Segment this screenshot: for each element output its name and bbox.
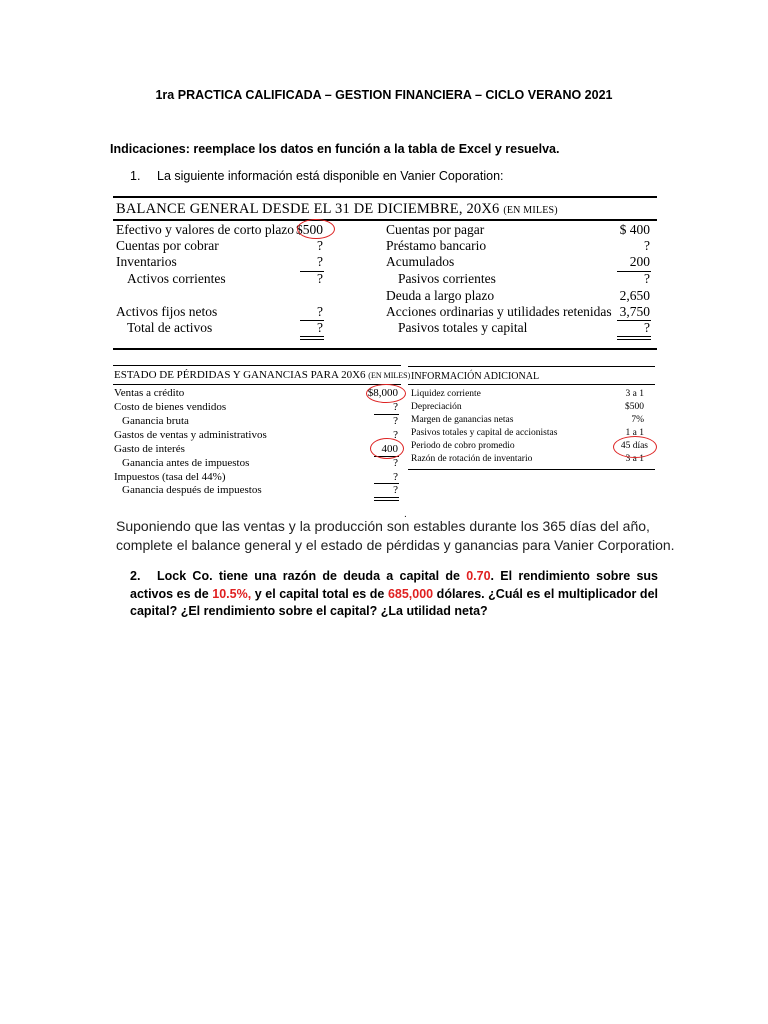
bs-asset-label: Cuentas por cobrar bbox=[116, 238, 219, 253]
ad-value: 45 días bbox=[620, 441, 648, 451]
ad-value: 1 a 1 bbox=[625, 428, 644, 438]
roa-value: 10.5%, bbox=[212, 586, 252, 601]
is-value: ? bbox=[393, 484, 398, 496]
is-value: $8,000 bbox=[367, 387, 398, 399]
question-2-text: Lock Co. tiene una razón de deuda a capital de bbox=[157, 569, 467, 583]
page-title: 1ra PRACTICA CALIFICADA – GESTION FINANCIERA – CICLO VERANO 2021 bbox=[155, 88, 613, 102]
bs-asset-value: $500 bbox=[296, 222, 323, 237]
bs-liability-label: Pasivos totales y capital bbox=[398, 320, 528, 335]
bs-liability-label: Deuda a largo plazo bbox=[386, 288, 495, 303]
highlight-circle bbox=[613, 436, 657, 458]
bs-liability-label: Acumulados bbox=[386, 254, 455, 269]
question-2-text: . El rendimiento sobre sus activos es de bbox=[130, 569, 658, 601]
instructions-note: Suponiendo que las ventas y la producción son estables durante los 365 días del año, complete el balance general y el estado de pérdidas y ganancias para Vanier Corporation. bbox=[116, 518, 675, 553]
bs-asset-value: ? bbox=[317, 238, 323, 253]
bs-liability-value: 3,750 bbox=[619, 304, 650, 319]
ad-value: 3 a 1 bbox=[625, 389, 644, 399]
highlight-circle bbox=[366, 384, 406, 403]
is-label: Gasto de interés bbox=[114, 443, 185, 455]
equity-value: 685,000 bbox=[387, 586, 434, 601]
is-value: ? bbox=[393, 429, 398, 441]
question-1-number: 1. bbox=[130, 169, 141, 183]
question-1 bbox=[130, 169, 504, 183]
bs-liability-value: ? bbox=[644, 320, 650, 335]
bs-liability-label: Cuentas por pagar bbox=[386, 222, 485, 237]
highlight-circle bbox=[297, 219, 335, 239]
ad-value: $500 bbox=[625, 402, 644, 412]
income-statement-title-text: ESTADO DE PÉRDIDAS Y GANANCIAS PARA 20X6 bbox=[114, 369, 366, 381]
bs-liability-label: Pasivos corrientes bbox=[398, 271, 496, 286]
bs-asset-value: ? bbox=[317, 254, 323, 269]
ad-label: Razón de rotación de inventario bbox=[411, 454, 533, 464]
additional-info-title: INFORMACIÓN ADICIONAL bbox=[411, 371, 540, 382]
bs-asset-label: Inventarios bbox=[116, 254, 177, 269]
balance-sheet-units: (EN MILES) bbox=[503, 205, 558, 216]
balance-sheet-title-text: BALANCE GENERAL DESDE EL 31 DE DICIEMBRE, 20X6 bbox=[116, 201, 500, 217]
question-2-text: dólares. ¿Cuál es el multiplicador del capital? ¿El rendimiento sobre el capital? ¿La utilidad neta? bbox=[130, 586, 658, 618]
bs-asset-label: Activos corrientes bbox=[127, 271, 226, 286]
ad-value: 3 a 1 bbox=[625, 454, 644, 464]
is-label: Ganancia bruta bbox=[122, 415, 189, 427]
question-2-text: y el capital total es de bbox=[251, 586, 388, 601]
bs-liability-value: 2,650 bbox=[619, 288, 650, 303]
instructions: Indicaciones: reemplace los datos en función a la tabla de Excel y resuelva. bbox=[110, 142, 560, 156]
is-value: ? bbox=[393, 457, 398, 469]
is-label: Impuestos (tasa del 44%) bbox=[114, 471, 226, 483]
bs-asset-value: ? bbox=[317, 320, 323, 335]
ad-label: Periodo de cobro promedio bbox=[411, 441, 515, 451]
ad-label: Depreciación bbox=[411, 402, 462, 412]
bs-asset-label: Efectivo y valores de corto plazo bbox=[116, 222, 295, 237]
is-value: 400 bbox=[381, 443, 398, 455]
income-statement-units: (EN MILES) bbox=[368, 371, 411, 380]
is-label: Ganancia después de impuestos bbox=[122, 484, 262, 496]
is-value: ? bbox=[393, 471, 398, 483]
is-label: Gastos de ventas y administrativos bbox=[114, 429, 267, 441]
is-value: ? bbox=[393, 415, 398, 427]
ad-label: Pasivos totales y capital de accionistas bbox=[411, 428, 558, 438]
income-statement-title bbox=[114, 369, 410, 381]
bs-asset-value: ? bbox=[317, 304, 323, 319]
ad-label: Margen de ganancias netas bbox=[411, 415, 514, 425]
question-2-number: 2. bbox=[130, 569, 141, 583]
bs-asset-label: Total de activos bbox=[127, 320, 213, 335]
bs-liability-label: Acciones ordinarias y utilidades retenidas bbox=[386, 304, 612, 319]
question-1-text: La siguiente información está disponible en Vanier Coporation: bbox=[157, 169, 504, 183]
bs-liability-value: ? bbox=[644, 238, 650, 253]
highlight-circle bbox=[370, 438, 404, 459]
bs-liability-value: 200 bbox=[629, 254, 650, 269]
is-label: Ganancia antes de impuestos bbox=[122, 457, 250, 469]
is-label: Costo de bienes vendidos bbox=[114, 401, 227, 413]
ad-label: Liquidez corriente bbox=[411, 389, 481, 399]
bs-asset-label: Activos fijos netos bbox=[116, 304, 218, 319]
bs-liability-value: $ 400 bbox=[619, 222, 650, 237]
bs-liability-value: ? bbox=[644, 271, 650, 286]
bs-liability-label: Préstamo bancario bbox=[386, 238, 487, 253]
ad-value: 7% bbox=[631, 415, 644, 425]
question-2 bbox=[130, 568, 658, 621]
stray-mark: . bbox=[404, 509, 407, 520]
is-label: Ventas a crédito bbox=[114, 387, 185, 399]
debt-equity-value: 0.70 bbox=[466, 569, 491, 583]
is-value: ? bbox=[393, 401, 398, 413]
bs-asset-value: ? bbox=[317, 271, 323, 286]
balance-sheet-title bbox=[116, 201, 558, 218]
